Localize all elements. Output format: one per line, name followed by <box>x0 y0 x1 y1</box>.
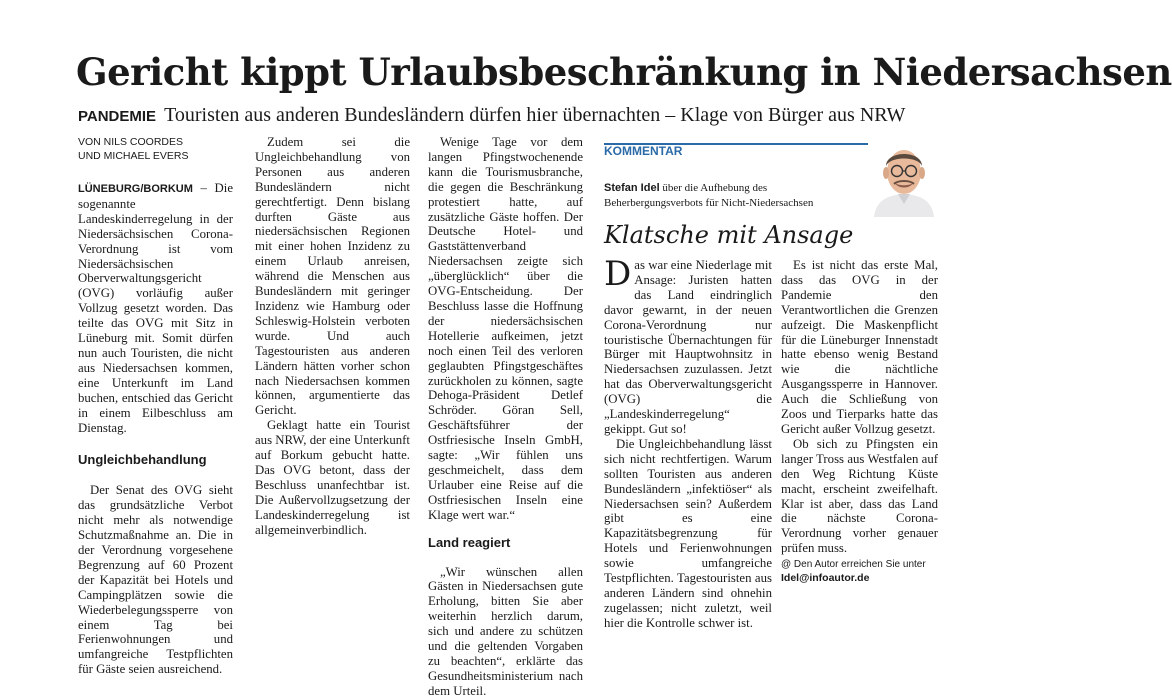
paragraph-4: Geklagt hatte ein Tourist aus NRW, der eine Unterkunft auf Borkum gebucht hatte. Das OVG betont, dass der Beschluss unanfechtbar ist. Die Außervollzugsetzung der Landeskinderregelung ist allgemeinverbindlich. <box>255 418 410 537</box>
contact-line: @ Den Autor erreichen Sie unter <box>781 559 926 571</box>
author-email[interactable]: Idel@infoautor.de <box>781 572 870 585</box>
dropcap: D <box>604 254 632 294</box>
author-photo <box>868 140 940 217</box>
byline-1: VON NILS COORDES <box>78 136 184 148</box>
paragraph-3: Zudem sei die Ungleichbehandlung von Personen aus anderen Bundesländern nicht gerechtfertigt. Denn bislang durften Gäste aus niedersächsischen Regionen mit einer hohen Inzidenz zu einem Urlaub anreisen, während die Menschen aus Bundesländern mit geringer Inzidenz wie Hamburg oder Schleswig-Holstein verboten wurde. Und auch Tagestouristen aus anderen Ländern hätten vorher schon nach Niedersachsen kommen können, argumentierte das Gericht. <box>255 135 410 418</box>
comment-column-2 <box>781 258 938 586</box>
subhead-ungleichbehandlung: Ungleichbehandlung <box>78 452 207 468</box>
comment-paragraph-3: Es ist nicht das erste Mal, dass das OVG in der Pandemie den Verantwortlichen die Grenzen aufzeigt. Die Maskenpflicht für die Lüneburger Innenstadt hatte ebenso wenig Bestand wie die nächtliche Ausgangssperre in Hannover. Auch die Schließung von Zoos und Tierparks hatte das Gericht außer Vollzug gesetzt. <box>781 258 938 436</box>
byline-2: UND MICHAEL EVERS <box>78 150 189 162</box>
paragraph-6: „Wir wünschen allen Gästen in Niedersachsen gute Erholung, bitten Sie aber weiterhin herzlich darum, sich und andere zu schützen und die geltenden Vorgaben zu beachten“, erklärte das Gesundheitsministerium nach dem Urteil. <box>428 564 583 698</box>
subline <box>78 104 958 128</box>
kommentar-label: KOMMENTAR <box>604 144 683 158</box>
dateline: LÜNEBURG/BORKUM <box>78 183 193 195</box>
comment-paragraph-2: Die Ungleichbehandlung lässt sich nicht rechtfertigen. Warum sollten Touristen aus anderen Bundesländern „infektiöser“ als Niedersachsen sein? Außerdem gibt es eine Kapazitätsbegrenzung für Hotels und Ferienwohnungen sowie umfangreiche Testpflichten. Tagestouristen aus anderen Ländern sind ohnehin zugelassen; nicht zuletzt, weil hier die Kontrolle schwer ist. <box>604 436 772 630</box>
subtitle: Touristen aus anderen Bundesländern dürfen hier übernachten – Klage von Bürger aus NRW <box>164 104 906 126</box>
comment-title: Klatsche mit Ansage <box>604 221 854 249</box>
comment-paragraph-1: Das war eine Niederlage mit Ansage: Juristen hatten das Land eindringlich davor gewarnt, in der neuen Corona-Verordnung nur touristische Übernachtungen für Bürger mit Hauptwohnsitz in Niedersachsen zuzulassen. Jetzt hat das Oberverwaltungsgericht (OVG) die „Landeskinderregelung“ gekippt. Gut so! <box>604 254 772 436</box>
comment-author: Stefan Idel <box>604 182 660 194</box>
kicker: PANDEMIE <box>78 108 157 125</box>
headline: Gericht kippt Urlaubsbeschränkung in Niedersachsen <box>76 50 1172 94</box>
comment-paragraph-4: Ob sich zu Pfingsten ein langer Tross aus Westfalen auf den Weg Richtung Küste macht, erscheint zweifelhaft. Klar ist aber, dass das Land die nächste Corona-Verordnung vorher genauer prüfen muss. <box>781 436 938 556</box>
comment-author-line: Stefan Idel über die Aufhebung des Beherbergungsverbots für Nicht-Niedersachsen <box>604 182 814 209</box>
lead-paragraph: LÜNEBURG/BORKUM – Die sogenannte Landeskinderregelung in der Niedersächsischen Corona-Verordnung ist vom Niedersächsischen Oberverwaltungsgericht (OVG) vorläufig außer Vollzug gesetzt worden. Das teilte das OVG mit Sitz in Lüneburg mit. Somit dürfen nun auch Touristen, die nicht aus Niedersachsen kommen, eine Unterkunft im Land buchen, entschied das Gericht in einem Eilbeschluss am Dienstag. <box>78 181 233 435</box>
paragraph-5: Wenige Tage vor dem langen Pfingstwochenende kann die Tourismusbranche, die gegen die Beschränkung protestiert hatte, auf zusätzliche Gäste hoffen. Der Deutsche Hotel- und Gaststättenverband Niedersachsen zeigte sich „überglücklich“ über die OVG-Entscheidung. Der Beschluss lasse die Hoffnung der niedersächsischen Hotellerie aufkeimen, jetzt noch einen Teil des verloren geglaubten Pfingstgeschäftes zurückholen zu können, sagte Dehoga-Präsident Detlef Schröder. Göran Sell, Geschäftsführer der Ostfriesische Inseln GmbH, sagte: „Wir fühlen uns geschmeichelt, dass dem Urlauber eine Reise auf die Ostfriesischen Inseln eine Klage wert war.“ <box>428 135 583 522</box>
article-column-1 <box>78 135 233 677</box>
article-column-3 <box>428 135 583 699</box>
article-column-2 <box>255 135 410 537</box>
comment-column-1 <box>604 254 772 631</box>
subhead-land-reagiert: Land reagiert <box>428 534 511 550</box>
paragraph-2: Der Senat des OVG sieht das grundsätzliche Verbot nicht mehr als notwendige Schutzmaßnahme an. Die in der Verordnung vorgesehene Begrenzung auf 60 Prozent der Kapazität bei Hotels und Campingplätzen sowie die Wiederbelegungssperre von einem Tag bei Ferienwohnungen und umfangreiche Testpflichten für Gäste seien ausreichend. <box>78 483 233 677</box>
